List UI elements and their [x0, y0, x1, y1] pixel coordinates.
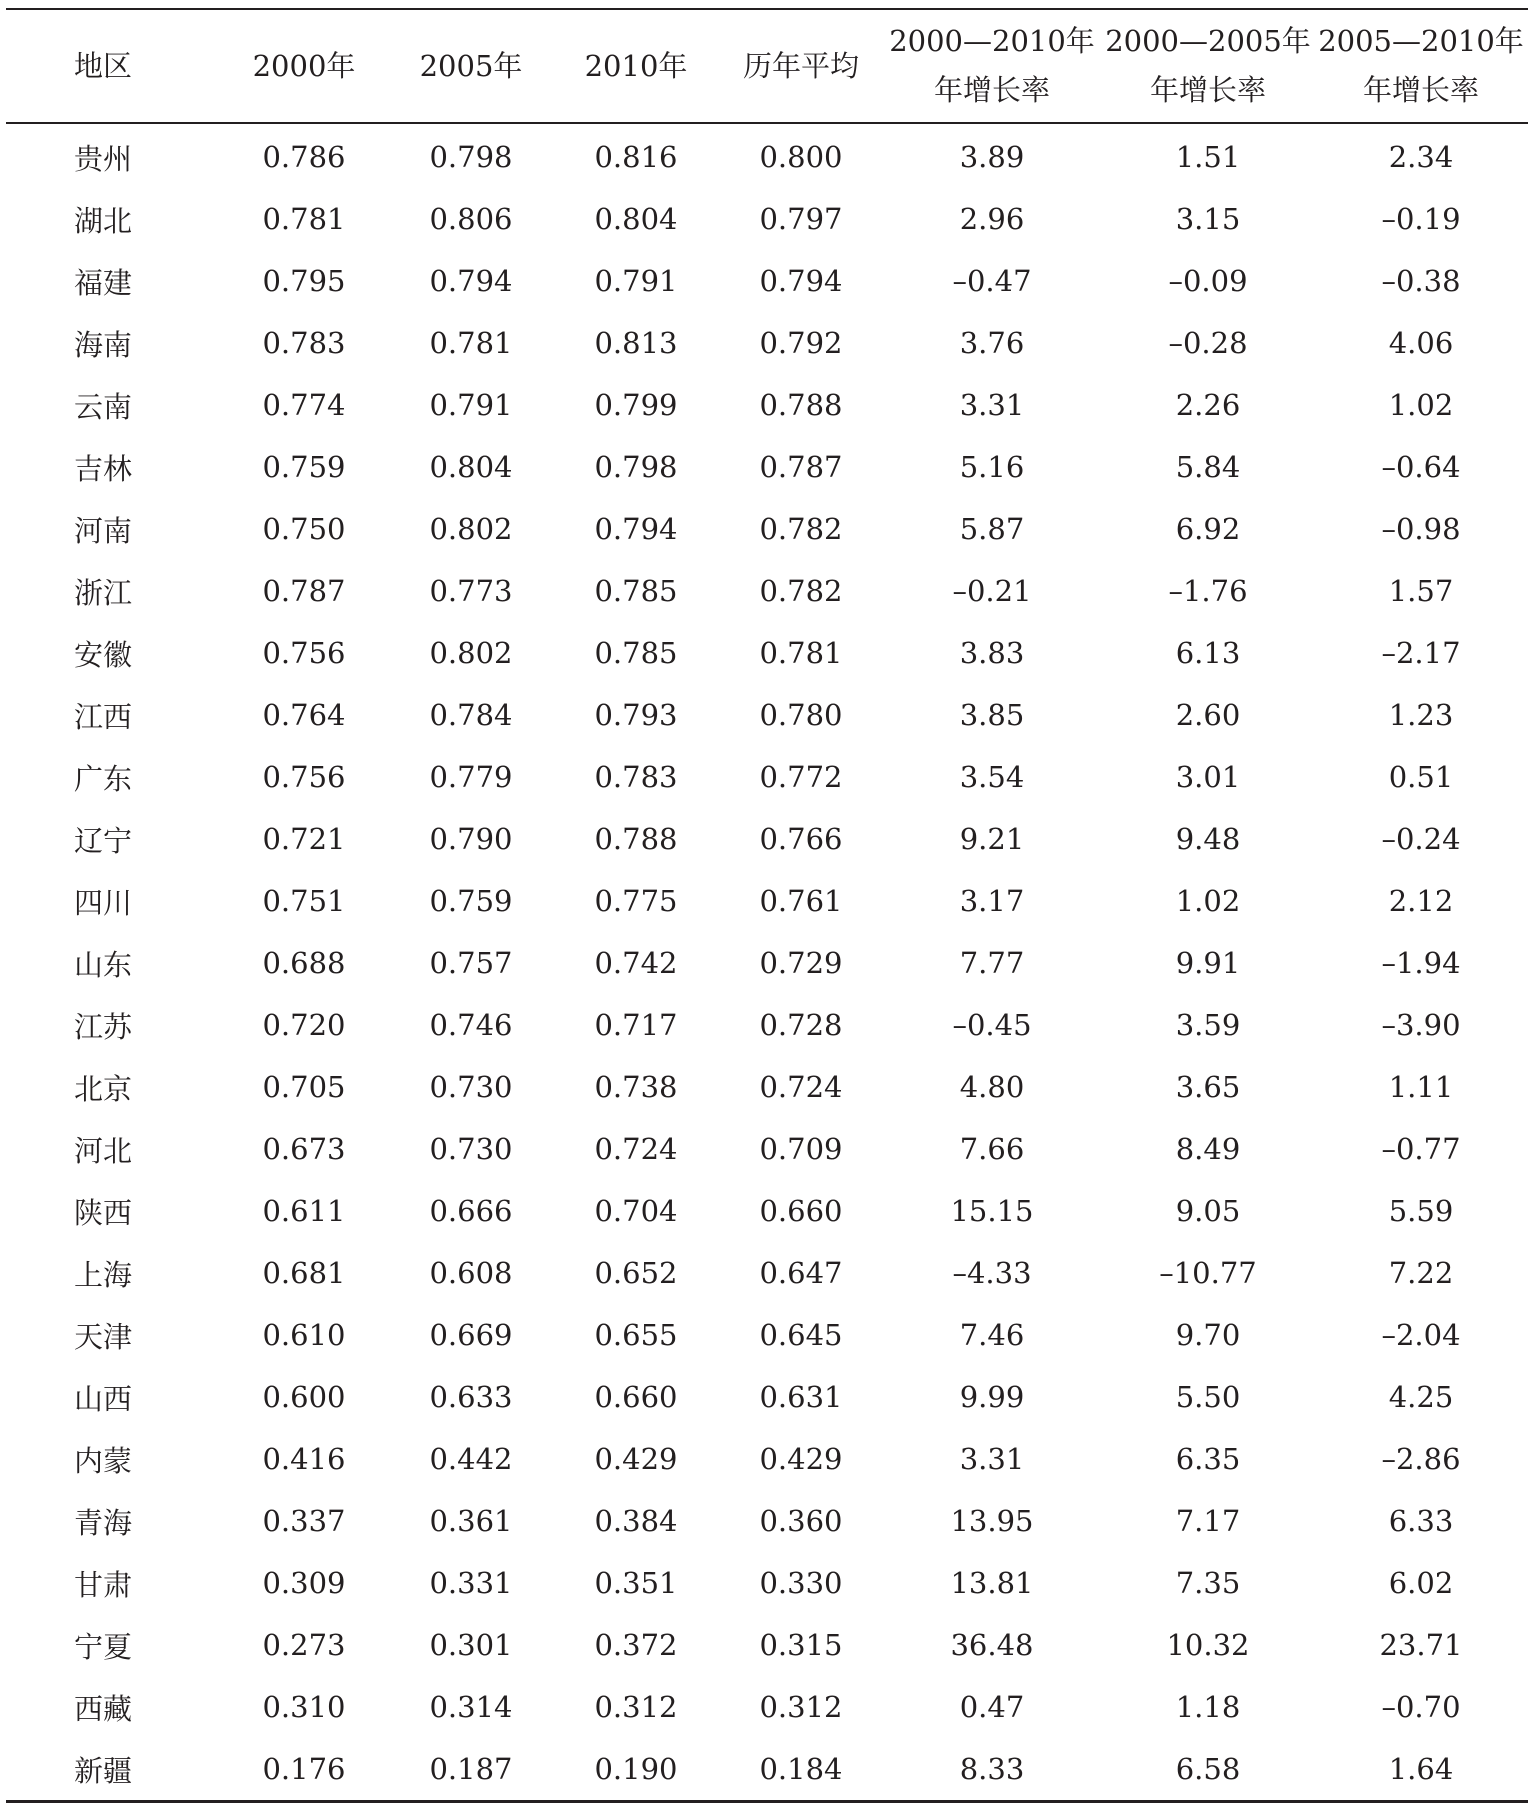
cell-growth-2005-2010: 5.59: [1388, 1194, 1454, 1228]
cell-2005: 0.802: [429, 636, 513, 670]
cell-region: 安徽: [74, 637, 133, 672]
cell-growth-2005-2010: 0.51: [1388, 760, 1454, 794]
cell-2010: 0.660: [594, 1380, 678, 1414]
header-growth-2000-2005: [1102, 9, 1314, 123]
cell-2010: 0.791: [594, 264, 678, 298]
cell-growth-2000-2010: 13.95: [950, 1504, 1034, 1538]
header-growth-2000-2010-line1: 2000—2010年: [889, 24, 1095, 58]
cell-growth-2000-2005: 3.15: [1175, 202, 1241, 236]
header-growth-2005-2010: [1314, 9, 1528, 123]
table-row: [6, 1490, 1528, 1552]
cell-2000: 0.416: [262, 1442, 346, 1476]
table-row: [6, 1118, 1528, 1180]
cell-growth-2000-2010: –4.33: [952, 1256, 1032, 1290]
cell-2005: 0.314: [429, 1690, 513, 1724]
cell-growth-2005-2010: –0.98: [1381, 512, 1461, 546]
cell-growth-2000-2010: 3.17: [959, 884, 1025, 918]
cell-average: 0.766: [759, 822, 843, 856]
cell-growth-2000-2010: 13.81: [950, 1566, 1034, 1600]
cell-growth-2000-2010: 3.85: [959, 698, 1025, 732]
cell-growth-2000-2010: 36.48: [950, 1628, 1034, 1662]
cell-2010: 0.788: [594, 822, 678, 856]
cell-region: 四川: [74, 885, 133, 920]
cell-average: 0.184: [759, 1752, 843, 1786]
cell-average: 0.787: [759, 450, 843, 484]
cell-average: 0.782: [759, 574, 843, 608]
cell-average: 0.729: [759, 946, 843, 980]
cell-2000: 0.337: [262, 1504, 346, 1538]
cell-2010: 0.384: [594, 1504, 678, 1538]
cell-growth-2000-2010: 9.21: [959, 822, 1025, 856]
header-2000: [218, 9, 390, 123]
cell-growth-2000-2005: 10.32: [1166, 1628, 1250, 1662]
header-growth-2000-2005-line1: 2000—2005年: [1105, 24, 1311, 58]
cell-2005: 0.633: [429, 1380, 513, 1414]
cell-growth-2005-2010: 6.33: [1388, 1504, 1454, 1538]
cell-growth-2005-2010: 1.02: [1388, 388, 1454, 422]
cell-region: 山东: [74, 947, 133, 982]
cell-growth-2000-2005: 9.48: [1175, 822, 1241, 856]
cell-growth-2005-2010: –0.64: [1381, 450, 1461, 484]
cell-growth-2000-2010: 3.31: [959, 1442, 1025, 1476]
table-row: [6, 1242, 1528, 1304]
cell-2005: 0.361: [429, 1504, 513, 1538]
cell-2005: 0.301: [429, 1628, 513, 1662]
cell-2005: 0.608: [429, 1256, 513, 1290]
cell-2005: 0.331: [429, 1566, 513, 1600]
cell-growth-2000-2005: 2.26: [1175, 388, 1241, 422]
cell-growth-2000-2010: 5.87: [959, 512, 1025, 546]
cell-region: 湖北: [74, 203, 133, 238]
cell-2010: 0.783: [594, 760, 678, 794]
cell-2000: 0.611: [262, 1194, 346, 1228]
cell-region: 贵州: [74, 141, 133, 176]
cell-average: 0.781: [759, 636, 843, 670]
cell-average: 0.780: [759, 698, 843, 732]
cell-average: 0.330: [759, 1566, 843, 1600]
cell-region: 吉林: [74, 451, 133, 486]
cell-growth-2000-2010: 3.76: [959, 326, 1025, 360]
cell-region: 内蒙: [74, 1443, 133, 1478]
cell-2005: 0.730: [429, 1070, 513, 1104]
cell-average: 0.315: [759, 1628, 843, 1662]
cell-2005: 0.781: [429, 326, 513, 360]
cell-2005: 0.757: [429, 946, 513, 980]
cell-2005: 0.669: [429, 1318, 513, 1352]
cell-growth-2005-2010: –1.94: [1381, 946, 1461, 980]
cell-growth-2005-2010: –3.90: [1381, 1008, 1461, 1042]
cell-average: 0.429: [759, 1442, 843, 1476]
cell-region: 辽宁: [74, 823, 133, 858]
cell-growth-2000-2005: 1.18: [1175, 1690, 1241, 1724]
cell-growth-2005-2010: –0.38: [1381, 264, 1461, 298]
cell-growth-2000-2010: 3.54: [959, 760, 1025, 794]
cell-2010: 0.724: [594, 1132, 678, 1166]
table-row: [6, 1428, 1528, 1490]
cell-average: 0.788: [759, 388, 843, 422]
table-row: [6, 1614, 1528, 1676]
cell-2000: 0.750: [262, 512, 346, 546]
cell-2000: 0.764: [262, 698, 346, 732]
cell-growth-2000-2010: 8.33: [959, 1752, 1025, 1786]
cell-2010: 0.813: [594, 326, 678, 360]
header-growth-2000-2010-line2: 年增长率: [933, 73, 1050, 107]
cell-region: 江西: [74, 699, 133, 734]
cell-region: 天津: [74, 1319, 133, 1354]
header-growth-2005-2010-line2: 年增长率: [1362, 73, 1479, 107]
cell-2010: 0.429: [594, 1442, 678, 1476]
cell-growth-2005-2010: 23.71: [1379, 1628, 1463, 1662]
header-2005: [390, 9, 552, 123]
cell-average: 0.660: [759, 1194, 843, 1228]
cell-growth-2000-2005: –0.09: [1168, 264, 1248, 298]
cell-2010: 0.799: [594, 388, 678, 422]
cell-growth-2005-2010: 6.02: [1388, 1566, 1454, 1600]
cell-growth-2000-2005: 3.59: [1175, 1008, 1241, 1042]
cell-2005: 0.730: [429, 1132, 513, 1166]
cell-2000: 0.787: [262, 574, 346, 608]
table-row: [6, 932, 1528, 994]
cell-region: 上海: [74, 1257, 133, 1292]
cell-2005: 0.802: [429, 512, 513, 546]
cell-region: 广东: [74, 761, 133, 796]
cell-region: 海南: [74, 327, 133, 362]
cell-growth-2000-2010: 2.96: [959, 202, 1025, 236]
table-row: [6, 622, 1528, 684]
cell-2010: 0.652: [594, 1256, 678, 1290]
table-row: [6, 188, 1528, 250]
header-2005-label: 2005年: [419, 48, 523, 83]
cell-region: 青海: [74, 1505, 133, 1540]
cell-2010: 0.785: [594, 636, 678, 670]
cell-average: 0.631: [759, 1380, 843, 1414]
table-row: [6, 870, 1528, 932]
cell-2010: 0.804: [594, 202, 678, 236]
cell-2000: 0.786: [262, 140, 346, 174]
cell-2010: 0.794: [594, 512, 678, 546]
data-table-container: [6, 8, 1528, 1803]
table-row: [6, 1676, 1528, 1738]
cell-growth-2000-2005: 6.13: [1175, 636, 1241, 670]
cell-average: 0.724: [759, 1070, 843, 1104]
cell-2000: 0.783: [262, 326, 346, 360]
cell-average: 0.709: [759, 1132, 843, 1166]
cell-growth-2000-2005: 3.65: [1175, 1070, 1241, 1104]
cell-2005: 0.666: [429, 1194, 513, 1228]
cell-growth-2000-2010: 15.15: [950, 1194, 1034, 1228]
cell-average: 0.761: [759, 884, 843, 918]
cell-2010: 0.190: [594, 1752, 678, 1786]
cell-2005: 0.806: [429, 202, 513, 236]
cell-growth-2000-2005: –10.77: [1159, 1256, 1257, 1290]
cell-2000: 0.705: [262, 1070, 346, 1104]
cell-2000: 0.721: [262, 822, 346, 856]
cell-region: 山西: [74, 1381, 133, 1416]
header-growth-2005-2010-line1: 2005—2010年: [1318, 24, 1524, 58]
cell-2010: 0.793: [594, 698, 678, 732]
table-row: [6, 746, 1528, 808]
header-2010: [552, 9, 720, 123]
cell-2000: 0.600: [262, 1380, 346, 1414]
cell-2000: 0.756: [262, 636, 346, 670]
cell-2010: 0.312: [594, 1690, 678, 1724]
cell-growth-2000-2010: 3.31: [959, 388, 1025, 422]
table-row: [6, 684, 1528, 746]
cell-2005: 0.746: [429, 1008, 513, 1042]
table-row: [6, 1304, 1528, 1366]
cell-average: 0.794: [759, 264, 843, 298]
cell-2005: 0.187: [429, 1752, 513, 1786]
cell-2005: 0.784: [429, 698, 513, 732]
cell-2010: 0.785: [594, 574, 678, 608]
cell-growth-2000-2005: 9.05: [1175, 1194, 1241, 1228]
cell-2010: 0.738: [594, 1070, 678, 1104]
cell-growth-2005-2010: –2.17: [1381, 636, 1461, 670]
cell-growth-2000-2010: –0.47: [952, 264, 1032, 298]
cell-growth-2000-2010: 9.99: [959, 1380, 1025, 1414]
cell-growth-2005-2010: 2.34: [1388, 140, 1454, 174]
table-row: [6, 994, 1528, 1056]
header-average-label: 历年平均: [742, 48, 859, 83]
cell-growth-2000-2010: 7.66: [959, 1132, 1025, 1166]
cell-growth-2005-2010: –0.70: [1381, 1690, 1461, 1724]
cell-region: 新疆: [74, 1753, 133, 1788]
cell-average: 0.645: [759, 1318, 843, 1352]
table-row: [6, 1056, 1528, 1118]
header-growth-2000-2010: [882, 9, 1102, 123]
header-region: [6, 9, 218, 123]
cell-region: 云南: [74, 389, 133, 424]
cell-2000: 0.751: [262, 884, 346, 918]
cell-region: 甘肃: [74, 1567, 133, 1602]
cell-growth-2000-2005: 6.92: [1175, 512, 1241, 546]
cell-2000: 0.774: [262, 388, 346, 422]
cell-growth-2005-2010: 4.25: [1388, 1380, 1454, 1414]
table-row: [6, 374, 1528, 436]
cell-2005: 0.442: [429, 1442, 513, 1476]
cell-growth-2005-2010: 1.64: [1388, 1752, 1454, 1786]
header-growth-2000-2005-line2: 年增长率: [1149, 73, 1266, 107]
table-row: [6, 250, 1528, 312]
cell-average: 0.782: [759, 512, 843, 546]
cell-region: 江苏: [74, 1009, 133, 1044]
cell-region: 河南: [74, 513, 133, 548]
cell-average: 0.800: [759, 140, 843, 174]
cell-2000: 0.795: [262, 264, 346, 298]
cell-growth-2000-2005: 5.50: [1175, 1380, 1241, 1414]
table-row: [6, 808, 1528, 870]
cell-region: 河北: [74, 1133, 133, 1168]
header-row: [6, 9, 1528, 123]
cell-region: 北京: [74, 1071, 133, 1106]
table-row: [6, 1180, 1528, 1242]
cell-2005: 0.791: [429, 388, 513, 422]
table-header: [6, 9, 1528, 123]
cell-2010: 0.655: [594, 1318, 678, 1352]
cell-2000: 0.176: [262, 1752, 346, 1786]
table-row: [6, 1366, 1528, 1428]
cell-growth-2000-2005: 2.60: [1175, 698, 1241, 732]
cell-growth-2000-2010: 3.83: [959, 636, 1025, 670]
cell-growth-2000-2010: 4.80: [959, 1070, 1025, 1104]
cell-2000: 0.681: [262, 1256, 346, 1290]
cell-2010: 0.798: [594, 450, 678, 484]
cell-growth-2005-2010: –0.24: [1381, 822, 1461, 856]
cell-average: 0.312: [759, 1690, 843, 1724]
cell-growth-2000-2010: 0.47: [959, 1690, 1025, 1724]
cell-2010: 0.742: [594, 946, 678, 980]
cell-2010: 0.816: [594, 140, 678, 174]
cell-2010: 0.717: [594, 1008, 678, 1042]
cell-growth-2005-2010: 7.22: [1388, 1256, 1454, 1290]
cell-average: 0.797: [759, 202, 843, 236]
header-2000-label: 2000年: [252, 48, 356, 83]
cell-average: 0.728: [759, 1008, 843, 1042]
cell-region: 宁夏: [74, 1629, 133, 1664]
cell-growth-2005-2010: 1.57: [1388, 574, 1454, 608]
cell-2000: 0.673: [262, 1132, 346, 1166]
cell-growth-2005-2010: –0.77: [1381, 1132, 1461, 1166]
cell-growth-2000-2005: –1.76: [1168, 574, 1248, 608]
cell-growth-2005-2010: 1.23: [1388, 698, 1454, 732]
cell-2010: 0.351: [594, 1566, 678, 1600]
table-row: [6, 436, 1528, 498]
cell-growth-2000-2010: 7.46: [959, 1318, 1025, 1352]
cell-growth-2000-2005: 3.01: [1175, 760, 1241, 794]
cell-2010: 0.372: [594, 1628, 678, 1662]
cell-growth-2000-2005: 6.35: [1175, 1442, 1241, 1476]
cell-growth-2000-2005: 5.84: [1175, 450, 1241, 484]
cell-2005: 0.779: [429, 760, 513, 794]
table-row: [6, 498, 1528, 560]
cell-growth-2000-2005: 9.70: [1175, 1318, 1241, 1352]
cell-growth-2005-2010: –0.19: [1381, 202, 1461, 236]
cell-growth-2005-2010: –2.86: [1381, 1442, 1461, 1476]
cell-growth-2000-2005: –0.28: [1168, 326, 1248, 360]
cell-2005: 0.798: [429, 140, 513, 174]
cell-growth-2000-2010: –0.45: [952, 1008, 1032, 1042]
header-2010-label: 2010年: [584, 48, 688, 83]
header-region-label: 地区: [74, 48, 133, 83]
cell-growth-2000-2010: –0.21: [952, 574, 1032, 608]
cell-average: 0.772: [759, 760, 843, 794]
cell-growth-2005-2010: –2.04: [1381, 1318, 1461, 1352]
table-row: [6, 123, 1528, 188]
cell-2005: 0.790: [429, 822, 513, 856]
cell-growth-2005-2010: 4.06: [1388, 326, 1454, 360]
cell-2000: 0.720: [262, 1008, 346, 1042]
cell-2005: 0.773: [429, 574, 513, 608]
cell-2000: 0.781: [262, 202, 346, 236]
cell-2000: 0.310: [262, 1690, 346, 1724]
table-row: [6, 312, 1528, 374]
cell-2000: 0.759: [262, 450, 346, 484]
cell-2010: 0.704: [594, 1194, 678, 1228]
cell-average: 0.647: [759, 1256, 843, 1290]
cell-growth-2000-2005: 9.91: [1175, 946, 1241, 980]
cell-2000: 0.273: [262, 1628, 346, 1662]
cell-growth-2005-2010: 1.11: [1388, 1070, 1454, 1104]
cell-growth-2000-2010: 5.16: [959, 450, 1025, 484]
cell-average: 0.792: [759, 326, 843, 360]
cell-growth-2000-2005: 8.49: [1175, 1132, 1241, 1166]
cell-growth-2000-2005: 6.58: [1175, 1752, 1241, 1786]
cell-2005: 0.794: [429, 264, 513, 298]
cell-2005: 0.759: [429, 884, 513, 918]
header-average: [720, 9, 882, 123]
cell-2010: 0.775: [594, 884, 678, 918]
table-row: [6, 560, 1528, 622]
cell-average: 0.360: [759, 1504, 843, 1538]
cell-region: 福建: [74, 265, 133, 300]
table-row: [6, 1738, 1528, 1802]
table-row: [6, 1552, 1528, 1614]
cell-growth-2000-2005: 7.35: [1175, 1566, 1241, 1600]
cell-growth-2000-2005: 7.17: [1175, 1504, 1241, 1538]
cell-region: 浙江: [74, 575, 133, 610]
cell-2000: 0.688: [262, 946, 346, 980]
cell-growth-2000-2010: 3.89: [959, 140, 1025, 174]
cell-region: 陕西: [74, 1195, 133, 1230]
cell-2000: 0.610: [262, 1318, 346, 1352]
cell-2005: 0.804: [429, 450, 513, 484]
cell-2000: 0.756: [262, 760, 346, 794]
data-table: [6, 8, 1528, 1803]
cell-growth-2000-2005: 1.51: [1175, 140, 1241, 174]
cell-growth-2000-2005: 1.02: [1175, 884, 1241, 918]
cell-region: 西藏: [74, 1691, 133, 1726]
cell-growth-2000-2010: 7.77: [959, 946, 1025, 980]
cell-2000: 0.309: [262, 1566, 346, 1600]
table-body: [6, 123, 1528, 1802]
cell-growth-2005-2010: 2.12: [1388, 884, 1454, 918]
